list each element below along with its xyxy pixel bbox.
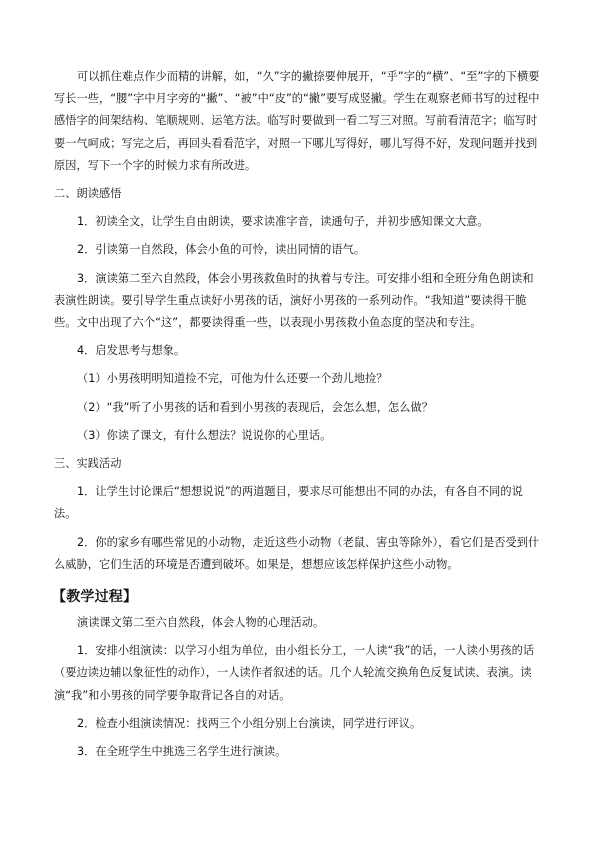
teaching-process-step-3: 3．在全班学生中挑选三名学生进行演读。 xyxy=(76,745,287,759)
teaching-process-step-1: 1．安排小组演读：以学习小组为单位，由小组长分工，一人读“我”的话，一人读小男孩的话（要边读边辅以象征性的动作），一人读作者叙述的话。几个人轮流交换角色反复试读、表演。读演“我”和小男孩的同学要争取背记各自的对话。 xyxy=(54,644,535,702)
step-performance-reading: 3．演读第二至六自然段，体会小男孩救鱼时的执着与专注。可安排小组和全班分角色朗读和表演性朗读。要引导学生重点读好小男孩的话，演好小男孩的一系列动作。“我知道”要读得干脆些。文中出现了六个“这”，都要读得重一些，以表现小男孩救小鱼态度的坚决和专注。 xyxy=(54,271,534,330)
teaching-process-step-2: 2．检查小组演读情况：找两三个小组分别上台演读，同学进行评议。 xyxy=(76,716,422,730)
practice-item-2: 2．你的家乡有哪些常见的小动物，走近这些小动物（老鼠、害虫等除外），看它们是否受到什么威胁，它们生活的环境是否遭到破坏。如果是，想想应该怎样保护这些小动物。 xyxy=(54,535,540,571)
section-heading-reading: 二、朗读感悟 xyxy=(54,187,122,201)
paragraph-calligraphy-guidance: 可以抓住难点作少而精的讲解，如，“久”字的撇捺要伸展开，“乎”字的“横”、“至”字的下横要写长一些，“腰”字中月字旁的“撇”、“被”中“皮”的“撇”要写成竖撇。学生在观察老师书写的过程中感悟字的间架结构、笔顺规则、运笔方法。临写时要做到一看二写三对照。写前看清范字；临写时要一气呵成；写完之后，再回头看看范字，对照一下哪儿写得好，哪儿写得不好，发现问题并找到原因，写下一个字的时候力求有所改进。 xyxy=(54,70,540,172)
question-3: （3）你读了课文，有什么想法？说说你的心里话。 xyxy=(76,428,332,442)
teaching-process-intro: 演读课文第二至六自然段，体会人物的心理活动。 xyxy=(76,616,325,630)
practice-item-1: 1．让学生讨论课后“想想说说”的两道题目，要求尽可能想出不同的办法，有各自不同的说法。 xyxy=(54,485,523,521)
document-page xyxy=(54,66,544,769)
teaching-process-heading: 【教学过程】 xyxy=(52,589,138,606)
question-1: （1）小男孩明明知道捡不完，可他为什么还要一个劲儿地捡？ xyxy=(76,372,388,386)
step-first-reading: 1．初读全文，让学生自由朗读，要求读准字音，读通句子，并初步感知课文大意。 xyxy=(76,215,489,229)
step-inspire-thinking: 4．启发思考与想象。 xyxy=(76,344,186,358)
section-heading-practice: 三、实践活动 xyxy=(54,457,122,471)
step-guided-reading: 2．引读第一自然段，体会小鱼的可怜，读出同情的语气。 xyxy=(76,243,366,257)
question-2: （2）“我”听了小男孩的话和看到小男孩的表现后，会怎么想，怎么做？ xyxy=(76,400,433,414)
